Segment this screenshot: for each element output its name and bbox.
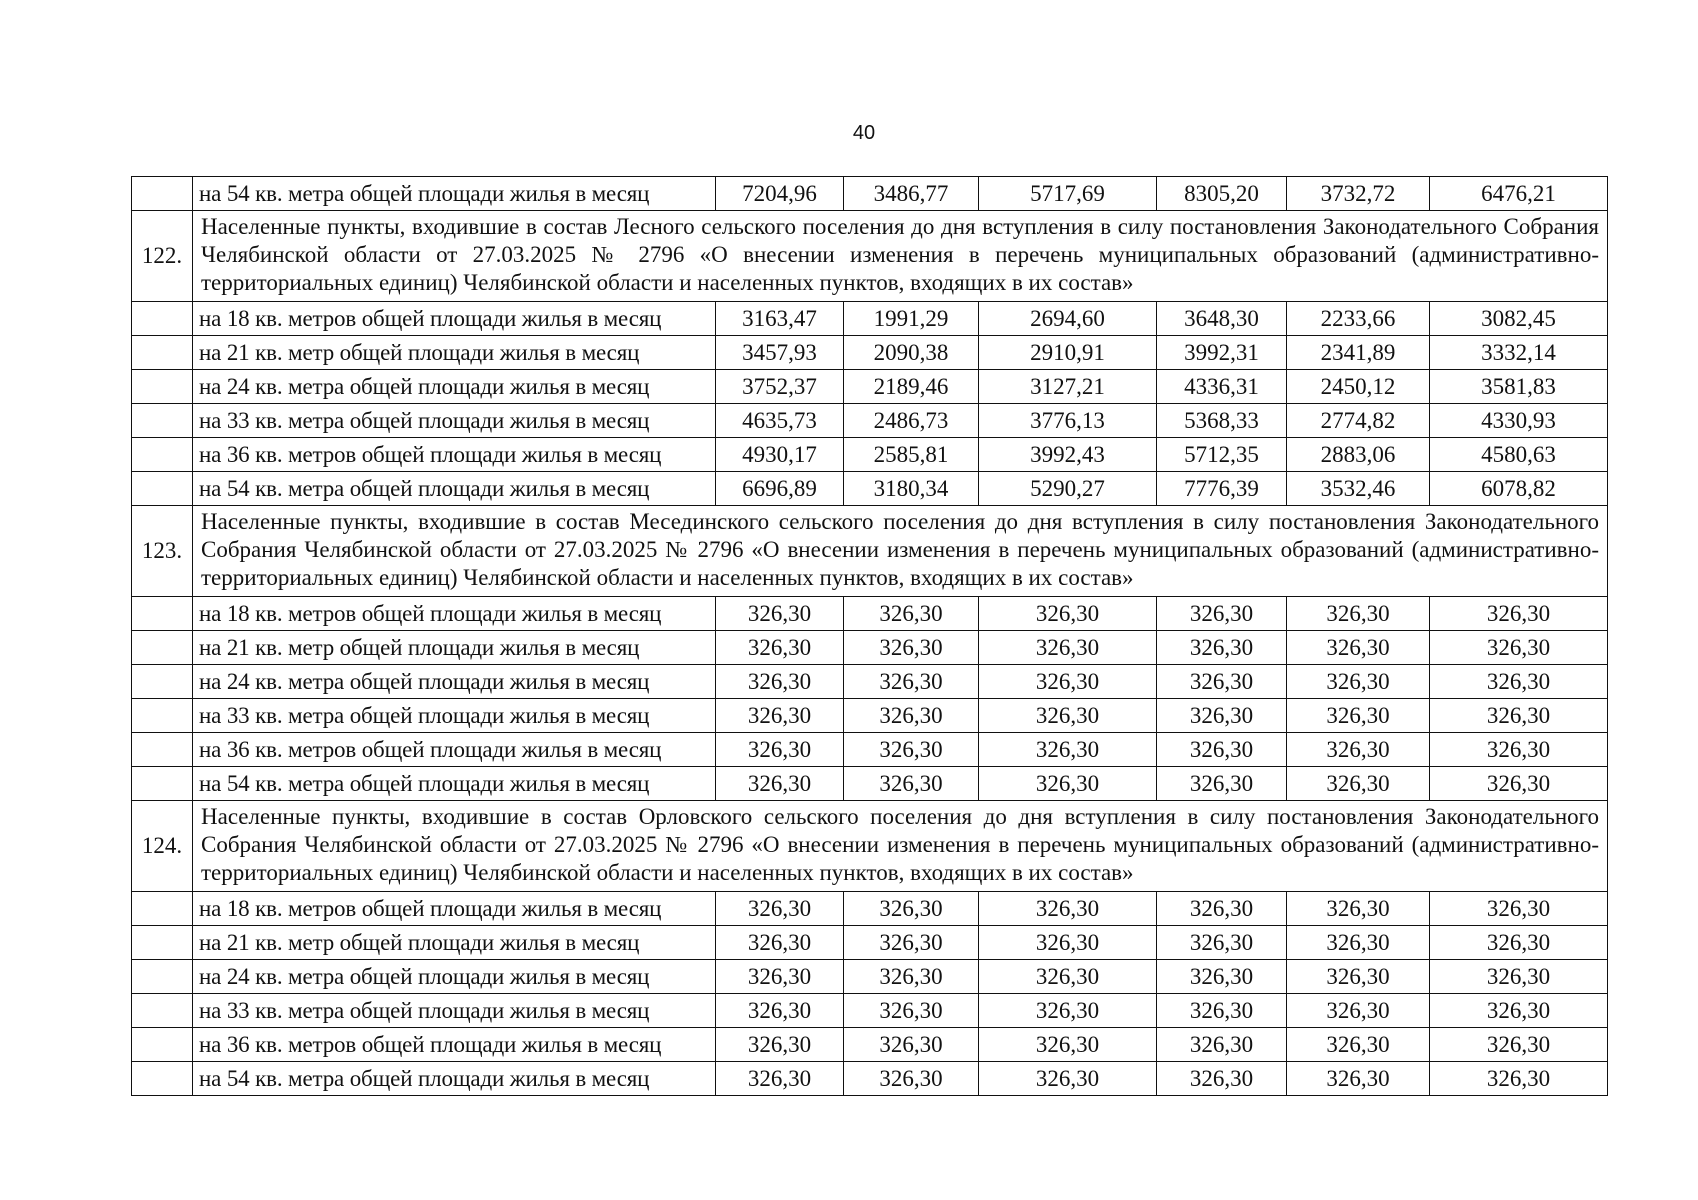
value-cell: 326,30 [1287,994,1430,1028]
value-cell: 326,30 [1157,1062,1287,1096]
value-cell: 3457,93 [716,336,844,370]
value-cell: 326,30 [1157,699,1287,733]
value-cell: 4635,73 [716,404,844,438]
value-cell: 326,30 [1287,1028,1430,1062]
value-cell: 326,30 [1157,665,1287,699]
value-cell: 326,30 [1157,733,1287,767]
table-row [132,336,1608,370]
row-number-cell [132,767,193,801]
value-cell: 326,30 [1287,1062,1430,1096]
group-header-row [132,801,1608,892]
row-number-cell [132,177,193,211]
value-cell: 326,30 [844,631,979,665]
row-label: на 24 кв. метра общей площади жилья в месяц [193,960,716,994]
row-label: на 21 кв. метр общей площади жилья в месяц [193,631,716,665]
value-cell: 326,30 [1287,926,1430,960]
group-description: Населенные пункты, входившие в состав Лесного сельского поселения до дня вступления в силу постановления Законодательного Собрания Челябинской области от 27.03.2025 № 2796 «О внесении изменения в перечень муниципальных образований (административно-территориальных единиц) Челябинской области и населенных пунктов, входящих в их состав» [193,211,1608,302]
value-cell: 326,30 [844,960,979,994]
row-label: на 24 кв. метра общей площади жилья в месяц [193,665,716,699]
value-cell: 326,30 [979,994,1157,1028]
value-cell: 326,30 [1430,1028,1608,1062]
value-cell: 326,30 [979,1028,1157,1062]
value-cell: 326,30 [979,631,1157,665]
table-row [132,699,1608,733]
row-label: на 54 кв. метра общей площади жилья в месяц [193,767,716,801]
value-cell: 7776,39 [1157,472,1287,506]
value-cell: 326,30 [1157,597,1287,631]
row-label: на 33 кв. метра общей площади жилья в месяц [193,404,716,438]
value-cell: 326,30 [1430,631,1608,665]
value-cell: 326,30 [979,1062,1157,1096]
value-cell: 5368,33 [1157,404,1287,438]
value-cell: 326,30 [716,1062,844,1096]
value-cell: 326,30 [844,699,979,733]
group-description: Населенные пункты, входившие в состав Орловского сельского поселения до дня вступления в силу постановления Законодательного Собрания Челябинской области от 27.03.2025 № 2796 «О внесении изменения в перечень муниципальных образований (административно-территориальных единиц) Челябинской области и населенных пунктов, входящих в их состав» [193,801,1608,892]
value-cell: 326,30 [716,960,844,994]
table-row [132,1028,1608,1062]
value-cell: 1991,29 [844,302,979,336]
value-cell: 326,30 [844,892,979,926]
group-number: 122. [132,211,193,302]
row-number-cell [132,472,193,506]
value-cell: 326,30 [1430,665,1608,699]
table-row [132,665,1608,699]
table-row [132,370,1608,404]
table-row [132,733,1608,767]
value-cell: 326,30 [979,699,1157,733]
value-cell: 4330,93 [1430,404,1608,438]
value-cell: 2883,06 [1287,438,1430,472]
row-number-cell [132,404,193,438]
value-cell: 3752,37 [716,370,844,404]
row-number-cell [132,438,193,472]
row-label: на 18 кв. метров общей площади жилья в месяц [193,597,716,631]
value-cell: 3082,45 [1430,302,1608,336]
value-cell: 326,30 [844,1028,979,1062]
row-label: на 54 кв. метра общей площади жилья в месяц [193,472,716,506]
row-label: на 36 кв. метров общей площади жилья в месяц [193,438,716,472]
row-label: на 18 кв. метров общей площади жилья в месяц [193,892,716,926]
table-row [132,1062,1608,1096]
value-cell: 326,30 [1157,960,1287,994]
value-cell: 7204,96 [716,177,844,211]
value-cell: 326,30 [1157,767,1287,801]
value-cell: 326,30 [844,994,979,1028]
value-cell: 3332,14 [1430,336,1608,370]
value-cell: 326,30 [1430,699,1608,733]
value-cell: 326,30 [716,926,844,960]
value-cell: 3532,46 [1287,472,1430,506]
value-cell: 326,30 [716,597,844,631]
row-number-cell [132,994,193,1028]
value-cell: 326,30 [1157,631,1287,665]
value-cell: 326,30 [716,994,844,1028]
value-cell: 3486,77 [844,177,979,211]
value-cell: 326,30 [844,767,979,801]
value-cell: 326,30 [979,767,1157,801]
table-row [132,438,1608,472]
table-row [132,472,1608,506]
value-cell: 326,30 [844,597,979,631]
row-number-cell [132,665,193,699]
value-cell: 326,30 [1287,733,1430,767]
value-cell: 3180,34 [844,472,979,506]
group-description: Населенные пункты, входившие в состав Месединского сельского поселения до дня вступления в силу постановления Законодательного Собрания Челябинской области от 27.03.2025 № 2796 «О внесении изменения в перечень муниципальных образований (административно-территориальных единиц) Челябинской области и населенных пунктов, входящих в их состав» [193,506,1608,597]
value-cell: 326,30 [1287,597,1430,631]
value-cell: 326,30 [1287,892,1430,926]
value-cell: 326,30 [1287,665,1430,699]
value-cell: 4336,31 [1157,370,1287,404]
row-number-cell [132,892,193,926]
value-cell: 326,30 [1430,733,1608,767]
row-label: на 21 кв. метр общей площади жилья в месяц [193,926,716,960]
row-label: на 24 кв. метра общей площади жилья в месяц [193,370,716,404]
value-cell: 326,30 [716,892,844,926]
group-header-row [132,506,1608,597]
value-cell: 326,30 [1287,960,1430,994]
value-cell: 326,30 [716,1028,844,1062]
value-cell: 3992,31 [1157,336,1287,370]
table-row [132,892,1608,926]
row-number-cell [132,960,193,994]
value-cell: 2585,81 [844,438,979,472]
value-cell: 326,30 [1287,699,1430,733]
value-cell: 326,30 [844,926,979,960]
value-cell: 5290,27 [979,472,1157,506]
row-label: на 33 кв. метра общей площади жилья в месяц [193,994,716,1028]
table-row [132,404,1608,438]
value-cell: 326,30 [979,926,1157,960]
value-cell: 326,30 [1430,892,1608,926]
value-cell: 326,30 [1430,960,1608,994]
row-number-cell [132,370,193,404]
value-cell: 3732,72 [1287,177,1430,211]
value-cell: 8305,20 [1157,177,1287,211]
table-row [132,960,1608,994]
value-cell: 326,30 [716,631,844,665]
value-cell: 3648,30 [1157,302,1287,336]
value-cell: 326,30 [1430,994,1608,1028]
value-cell: 3776,13 [979,404,1157,438]
row-number-cell [132,926,193,960]
value-cell: 326,30 [844,1062,979,1096]
row-label: на 54 кв. метра общей площади жилья в месяц [193,177,716,211]
row-number-cell [132,1028,193,1062]
page-number: 40 [852,122,876,144]
value-cell: 2694,60 [979,302,1157,336]
row-number-cell [132,597,193,631]
row-number-cell [132,302,193,336]
value-cell: 326,30 [1430,1062,1608,1096]
value-cell: 6476,21 [1430,177,1608,211]
value-cell: 326,30 [1430,767,1608,801]
value-cell: 326,30 [844,733,979,767]
value-cell: 2189,46 [844,370,979,404]
value-cell: 6078,82 [1430,472,1608,506]
row-number-cell [132,1062,193,1096]
value-cell: 2910,91 [979,336,1157,370]
value-cell: 326,30 [1157,892,1287,926]
row-label: на 21 кв. метр общей площади жилья в месяц [193,336,716,370]
row-label: на 54 кв. метра общей площади жилья в месяц [193,1062,716,1096]
table-row [132,177,1608,211]
value-cell: 326,30 [979,960,1157,994]
value-cell: 326,30 [979,665,1157,699]
group-header-row [132,211,1608,302]
value-cell: 326,30 [1157,1028,1287,1062]
value-cell: 2341,89 [1287,336,1430,370]
value-cell: 2774,82 [1287,404,1430,438]
table-row [132,302,1608,336]
row-label: на 36 кв. метров общей площади жилья в месяц [193,1028,716,1062]
value-cell: 326,30 [716,767,844,801]
value-cell: 326,30 [1157,994,1287,1028]
value-cell: 2090,38 [844,336,979,370]
value-cell: 6696,89 [716,472,844,506]
tariff-table [131,176,1608,1096]
value-cell: 326,30 [716,665,844,699]
value-cell: 4930,17 [716,438,844,472]
group-number: 124. [132,801,193,892]
row-label: на 18 кв. метров общей площади жилья в месяц [193,302,716,336]
value-cell: 326,30 [1430,597,1608,631]
value-cell: 326,30 [716,733,844,767]
table-row [132,926,1608,960]
value-cell: 326,30 [979,733,1157,767]
tariff-table-body [132,177,1608,1096]
value-cell: 3992,43 [979,438,1157,472]
table-row [132,767,1608,801]
value-cell: 326,30 [1157,926,1287,960]
value-cell: 326,30 [844,665,979,699]
value-cell: 5712,35 [1157,438,1287,472]
value-cell: 2450,12 [1287,370,1430,404]
value-cell: 3163,47 [716,302,844,336]
table-row [132,994,1608,1028]
value-cell: 3127,21 [979,370,1157,404]
row-label: на 36 кв. метров общей площади жилья в месяц [193,733,716,767]
row-number-cell [132,631,193,665]
value-cell: 326,30 [1430,926,1608,960]
value-cell: 326,30 [979,892,1157,926]
value-cell: 3581,83 [1430,370,1608,404]
table-row [132,597,1608,631]
value-cell: 326,30 [716,699,844,733]
value-cell: 4580,63 [1430,438,1608,472]
value-cell: 5717,69 [979,177,1157,211]
row-number-cell [132,336,193,370]
value-cell: 326,30 [1287,767,1430,801]
table-row [132,631,1608,665]
value-cell: 326,30 [1287,631,1430,665]
row-number-cell [132,699,193,733]
row-label: на 33 кв. метра общей площади жилья в месяц [193,699,716,733]
group-number: 123. [132,506,193,597]
row-number-cell [132,733,193,767]
value-cell: 326,30 [979,597,1157,631]
value-cell: 2486,73 [844,404,979,438]
value-cell: 2233,66 [1287,302,1430,336]
